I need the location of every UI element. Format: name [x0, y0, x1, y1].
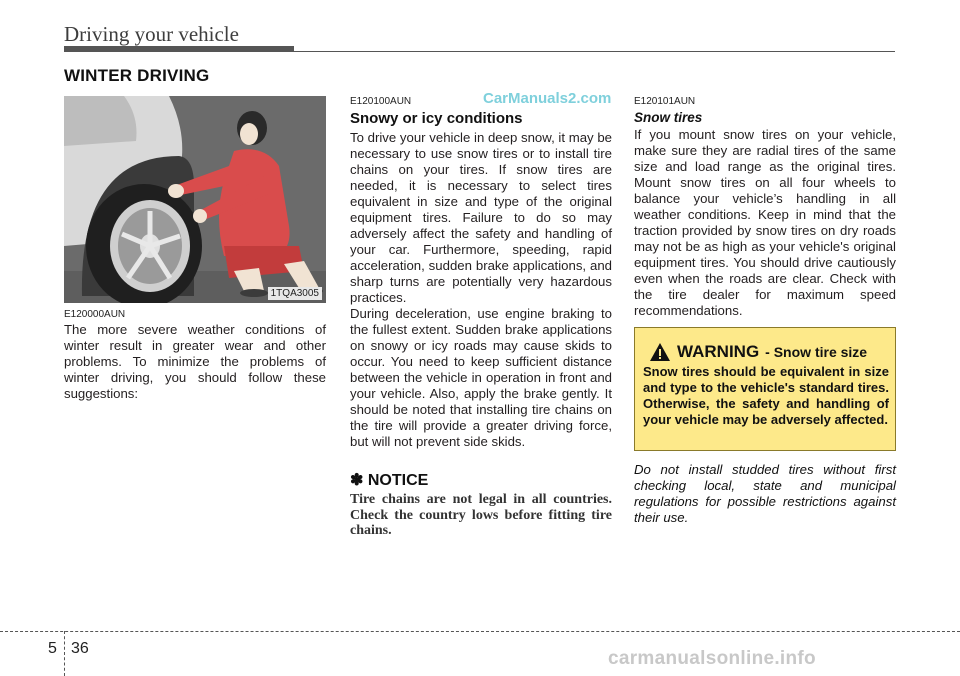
reference-code: E120000AUN — [64, 309, 126, 320]
winter-tire-illustration — [64, 96, 326, 303]
section-title: WINTER DRIVING — [64, 66, 210, 85]
subsection-heading: Snowy or icy conditions — [350, 110, 523, 127]
notice-label: NOTICE — [367, 472, 429, 489]
footer-watermark: carmanualsonline.info — [608, 648, 816, 669]
studded-tires-note: Do not install studded tires without first checking local, state and municipal regulations for possible restrictions against their use. — [634, 462, 896, 525]
paragraph: During deceleration, use engine braking to the fullest extent. Sudden brake applications on snowy or icy roads may cause skids to occur. You need to keep sufficient distance between the vehicle in operation in front and your vehicle. Also, apply the brake gently. It should be noted that installing tire chains on the tire will provide a greater driving force, but will not prevent side skids. — [350, 306, 612, 449]
chapter-title: Driving your vehicle — [64, 22, 239, 46]
snow-tires-text: If you mount snow tires on your vehicle, make sure they are radial tires of the same size and load range as the original tires. Mount snow tires on all four wheels to balance your vehicle’s handling in all weather conditions. Keep in mind that the traction provided by snow tires on dry roads may not be as high as your vehicle's original equipment tires. You should drive cautiously even when the roads are clear. Check with the tire dealer for maximum speed recommendations. — [634, 127, 896, 318]
footer-rule — [0, 631, 960, 632]
intro-paragraph: The more severe weather conditions of winter result in greater wear and other problems. To minimize the problems of winter driving, you should follow these suggestions: — [64, 322, 326, 401]
footer-divider — [64, 631, 65, 676]
page-number: 36 — [71, 640, 89, 657]
warning-label: WARNING — [677, 342, 760, 361]
figure-code: 1TQA3005 — [268, 287, 322, 300]
notice-icon: ✽ — [350, 472, 364, 489]
notice-text: Tire chains are not legal in all countries. Check the country lows before fitting tire chains. — [350, 492, 612, 538]
reference-code: E120101AUN — [634, 96, 696, 107]
subsection-heading: Snow tires — [634, 110, 703, 125]
paragraph: To drive your vehicle in deep snow, it may be necessary to use snow tires or to install tire chains on your tires. If snow tires are needed, it is necessary to select tires equivalent in size and type of the original equipment tires. Failure to do so may adversely affect the safety and handling of your car. Furthermore, speeding, rapid acceleration, sudden brake applications, and sharp turns are potentially very hazardous practices. — [350, 130, 612, 305]
warning-subtitle: - Snow tire size — [765, 344, 868, 360]
header-bar — [64, 46, 294, 52]
watermark-top: CarManuals2.com — [483, 90, 612, 107]
warning-heading — [649, 342, 867, 362]
header-rule — [294, 51, 895, 52]
notice-heading — [350, 470, 428, 490]
section-number: 5 — [48, 640, 57, 657]
woman-checking-tire-image — [64, 96, 326, 303]
warning-icon — [649, 342, 671, 362]
warning-box — [634, 327, 896, 451]
snowy-conditions-text — [350, 130, 612, 450]
reference-code: E120100AUN — [350, 96, 412, 107]
warning-text: Snow tires should be equivalent in size and type to the vehicle's standard tires. Otherwise, the safety and handling of your vehicle may be adversely affected. — [643, 364, 889, 427]
